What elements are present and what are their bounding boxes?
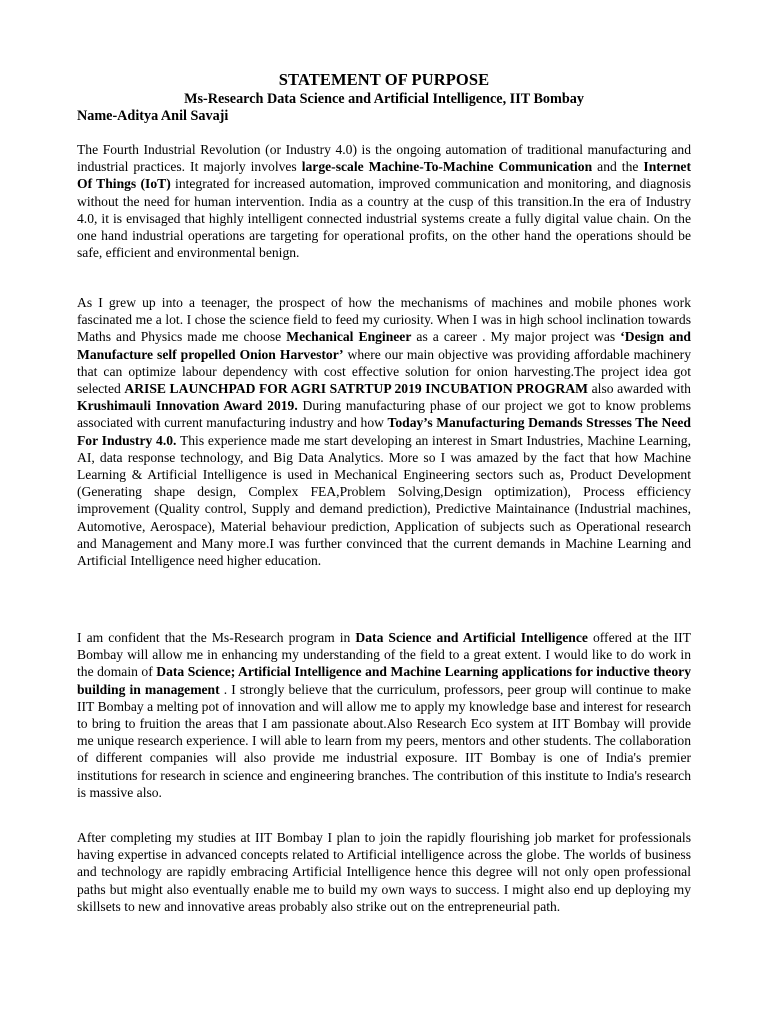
bold-text: Data Science; Artificial Intelligence and Machine Learning applications for inductive theory building in management [77, 664, 692, 697]
paragraph-4 [77, 829, 691, 915]
paragraph-3 [77, 629, 691, 801]
text-run: offered at the IIT Bombay will allow me in enhancing my understanding of the field to a great extent. I would like to do work in the domain of [77, 630, 691, 680]
page-title: STATEMENT OF PURPOSE [278, 70, 490, 89]
bold-text: Internet Of Things (IoT) [77, 159, 691, 192]
text-run: integrated for increased automation, improved communication and monitoring, and diagnosis without the need for human intervention. India as a country at the cusp of this transition.In the era of Industry 4.0, it is envisaged that highly intelligent connected industrial systems create a fully digital value chain. On the one hand industrial operations are targeting for operational profits, on the other hand the operations should be safe, efficient and environmental benign. [77, 176, 691, 261]
text-run: and the [592, 159, 644, 175]
text-run: As I grew up into a teenager, the prospect of how the mechanisms of machines and mobile phones work fascinated me a lot. I chose the science field to feed my curiosity. When I was in high school inclination towards Maths and Physics made me choose [77, 295, 691, 345]
text-run: I am confident that the Ms-Research program in [77, 630, 356, 645]
text-run: The Fourth Industrial Revolution (or Industry 4.0) is the ongoing automation of traditional manufacturing and industrial practices. It majorly involves [77, 142, 691, 175]
text-run: . I strongly believe that the curriculum, professors, peer group will continue to make IIT Bombay a melting pot of innovation and will allow me to apply my knowledge base and interest for research to bring to fruition the areas that I am passionate about.Also Research Eco system at IIT Bombay will provide me unique research experience. I will able to learn from my peers, mentors and other students. The collaboration of different companies will also provide me industrial exposure. IIT Bombay is one of India's premier institutions for research in science and engineering branches. The contribution of this institute to India's research is massive also. [77, 681, 691, 800]
bold-text: Data Science and Artificial Intelligence [355, 630, 588, 645]
text-run: During manufacturing phase of our project we got to know problems associated with current manufacturing industry and how [77, 398, 691, 431]
bold-text: large-scale Machine-To-Machine Communication [301, 159, 593, 175]
bold-text: Mechanical Engineer [286, 329, 412, 345]
page-subtitle: Ms-Research Data Science and Artificial Intelligence, IIT Bombay [184, 91, 584, 107]
text-run: where our main objective was providing affordable machinery that can optimize labour dependency with cost effective solution for onion harvesting.The project idea got selected [77, 346, 691, 397]
bold-text: Krushimauli Innovation Award 2019. [77, 398, 298, 414]
bold-text: Today’s Manufacturing Demands Stresses The Need For Industry 4.0. [77, 415, 691, 448]
author-name: Name-Aditya Anil Savaji [77, 108, 229, 124]
text-run: as a career . My major project was [411, 329, 621, 345]
paragraph-2 [77, 294, 691, 569]
text-run: also awarded with [588, 381, 691, 397]
text-run: After completing my studies at IIT Bombay I plan to join the rapidly flourishing job market for professionals having expertise in advanced concepts related to Artificial intelligence across the globe. The worlds of business and technology are rapidly embracing Artificial Intelligence hence this degree will not only open professional paths but might also eventually enable me to build my own ways to success. I might also end up deploying my skillsets to new and innovative areas probably also strike out on the entrepreneurial path. [77, 830, 691, 914]
bold-text: ‘Design and Manufacture self propelled Onion Harvestor’ [77, 329, 691, 362]
paragraph-1 [77, 141, 691, 261]
bold-text: ARISE LAUNCHPAD FOR AGRI SATRTUP 2019 INCUBATION PROGRAM [124, 381, 589, 397]
text-run: This experience made me start developing an interest in Smart Industries, Machine Learning, AI, data response technology, and Big Data Analytics. More so I was amazed by the fact that how Machine Learning & Artificial Intelligence is used in Mechanical Engineering sectors such as, Product Development (Generating shape design, Complex FEA,Problem Solving,Design optimization), Process efficiency improvement (Quality control, Supply and demand prediction), Predictive Maintainance (Industrial machines, Automotive, Aerospace), Material behaviour prediction, Application of subjects such as Operational research and Management and Many more.I was further convinced that the current demands in Machine Learning and Artificial Intelligence need higher education. [77, 432, 691, 569]
